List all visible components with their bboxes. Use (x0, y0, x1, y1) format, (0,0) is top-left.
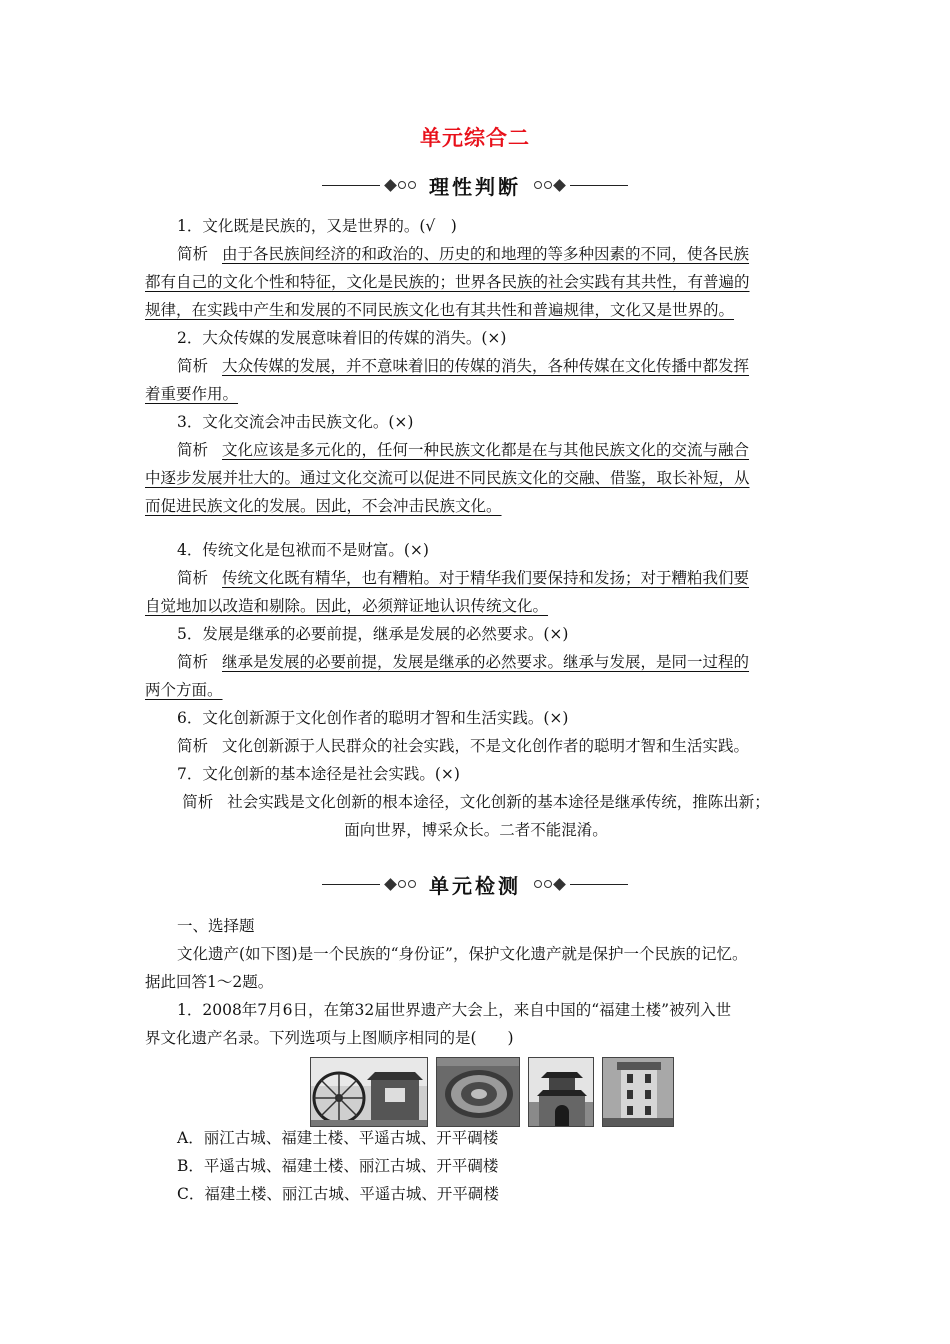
judgment-question: 1．文化既是民族的，又是世界的。(√ ) (177, 217, 457, 235)
judgment-item (145, 536, 807, 620)
analysis-text: 两个方面。 (145, 681, 223, 699)
photo-waterwheel-gate (310, 1057, 428, 1127)
judgment-question: 5．发展是继承的必要前提，继承是发展的必然要求。(×) (177, 625, 569, 643)
option-b: B．平遥古城、福建土楼、丽江古城、开平碉楼 (177, 1157, 499, 1175)
page-title: 单元综合二 (420, 126, 530, 150)
divider (570, 884, 628, 885)
analysis-text: 大众传媒的发展，并不意味着旧的传媒的消失，各种传媒在文化传播中都发挥 (222, 357, 750, 375)
analysis-text: 由于各民族间经济的和政治的、历史的和地理的等多种因素的不同，使各民族 (222, 245, 750, 263)
judgment-question: 4．传统文化是包袱而不是财富。(×) (177, 541, 429, 559)
divider (322, 884, 380, 885)
analysis-tag: 简析 (177, 245, 209, 263)
analysis-text: 社会实践是文化创新的根本途径，文化创新的基本途径是继承传统，推陈出新； (227, 793, 770, 811)
ornament-icon (384, 880, 417, 889)
analysis-text: 自觉地加以改造和剔除。因此，必须辩证地认识传统文化。 (145, 597, 549, 615)
analysis-text: 传统文化既有精华，也有糟粕。对于精华我们要保持和发扬；对于糟粕我们要 (222, 569, 750, 587)
analysis-text: 文化创新源于人民群众的社会实践，不是文化创作者的聪明才智和生活实践。 (222, 737, 750, 755)
judgment-question: 6．文化创新源于文化创作者的聪明才智和生活实践。(×) (177, 709, 569, 727)
analysis-tag: 简析 (177, 737, 209, 755)
divider (322, 185, 380, 186)
ornament-icon (384, 181, 417, 190)
answer-options (145, 1124, 807, 1208)
intro-text: 文化遗产(如下图)是一个民族的“身份证”，保护文化遗产就是保护一个民族的记忆。 (177, 945, 748, 963)
analysis-text: 中逐步发展并壮大的。通过文化交流可以促进不同民族文化的交融、借鉴，取长补短，从 (145, 469, 750, 487)
analysis-text: 都有自己的文化个性和特征，文化是民族的；世界各民族的社会实践有其共性，有普遍的 (145, 273, 750, 291)
analysis-text: 面向世界，博采众长。二者不能混淆。 (344, 821, 608, 839)
ornament-icon (533, 181, 566, 190)
option-a: A．丽江古城、福建土楼、平遥古城、开平碉楼 (177, 1129, 499, 1147)
ornament-icon (533, 880, 566, 889)
divider (570, 185, 628, 186)
question-text: 界文化遗产名录。下列选项与上图顺序相同的是( ) (145, 1029, 514, 1047)
analysis-tag: 简析 (177, 569, 209, 587)
section-header-judgment (0, 170, 950, 200)
section-header-test (0, 869, 950, 899)
analysis-tag: 简析 (182, 793, 214, 811)
photo-city-gate-tower (528, 1057, 594, 1127)
analysis-text: 继承是发展的必要前提，发展是继承的必然要求。继承与发展，是同一过程的 (222, 653, 750, 671)
option-c: C．福建土楼、丽江古城、平遥古城、开平碉楼 (177, 1185, 499, 1203)
judgment-item (145, 760, 807, 844)
question-text: 1．2008年7月6日，在第32届世界遗产大会上，来自中国的“福建土楼”被列入世 (177, 1001, 732, 1019)
test-section (145, 912, 807, 1052)
judgment-question: 3．文化交流会冲击民族文化。(×) (177, 413, 414, 431)
intro-text: 据此回答1～2题。 (145, 973, 274, 991)
section-title: 单元检测 (429, 873, 521, 898)
judgment-item (145, 704, 807, 760)
part-heading: 一、选择题 (177, 917, 255, 935)
analysis-text: 着重要作用。 (145, 385, 239, 403)
analysis-text: 规律，在实践中产生和发展的不同民族文化也有其共性和普遍规律，文化又是世界的。 (145, 301, 735, 319)
judgment-item (145, 408, 807, 520)
analysis-tag: 简析 (177, 357, 209, 375)
photo-diaolou-tower (602, 1057, 674, 1127)
analysis-tag: 简析 (177, 441, 209, 459)
heritage-photos (310, 1057, 674, 1127)
analysis-tag: 简析 (177, 653, 209, 671)
judgment-question: 2．大众传媒的发展意味着旧的传媒的消失。(×) (177, 329, 507, 347)
judgment-question: 7．文化创新的基本途径是社会实践。(×) (177, 765, 460, 783)
section-title: 理性判断 (429, 174, 521, 199)
analysis-text: 文化应该是多元化的，任何一种民族文化都是在与其他民族文化的交流与融合 (222, 441, 750, 459)
judgment-item (145, 620, 807, 704)
photo-round-tulou (436, 1057, 520, 1127)
analysis-text: 而促进民族文化的发展。因此，不会冲击民族文化。 (145, 497, 502, 515)
judgment-item (145, 324, 807, 408)
judgment-item (145, 212, 807, 324)
